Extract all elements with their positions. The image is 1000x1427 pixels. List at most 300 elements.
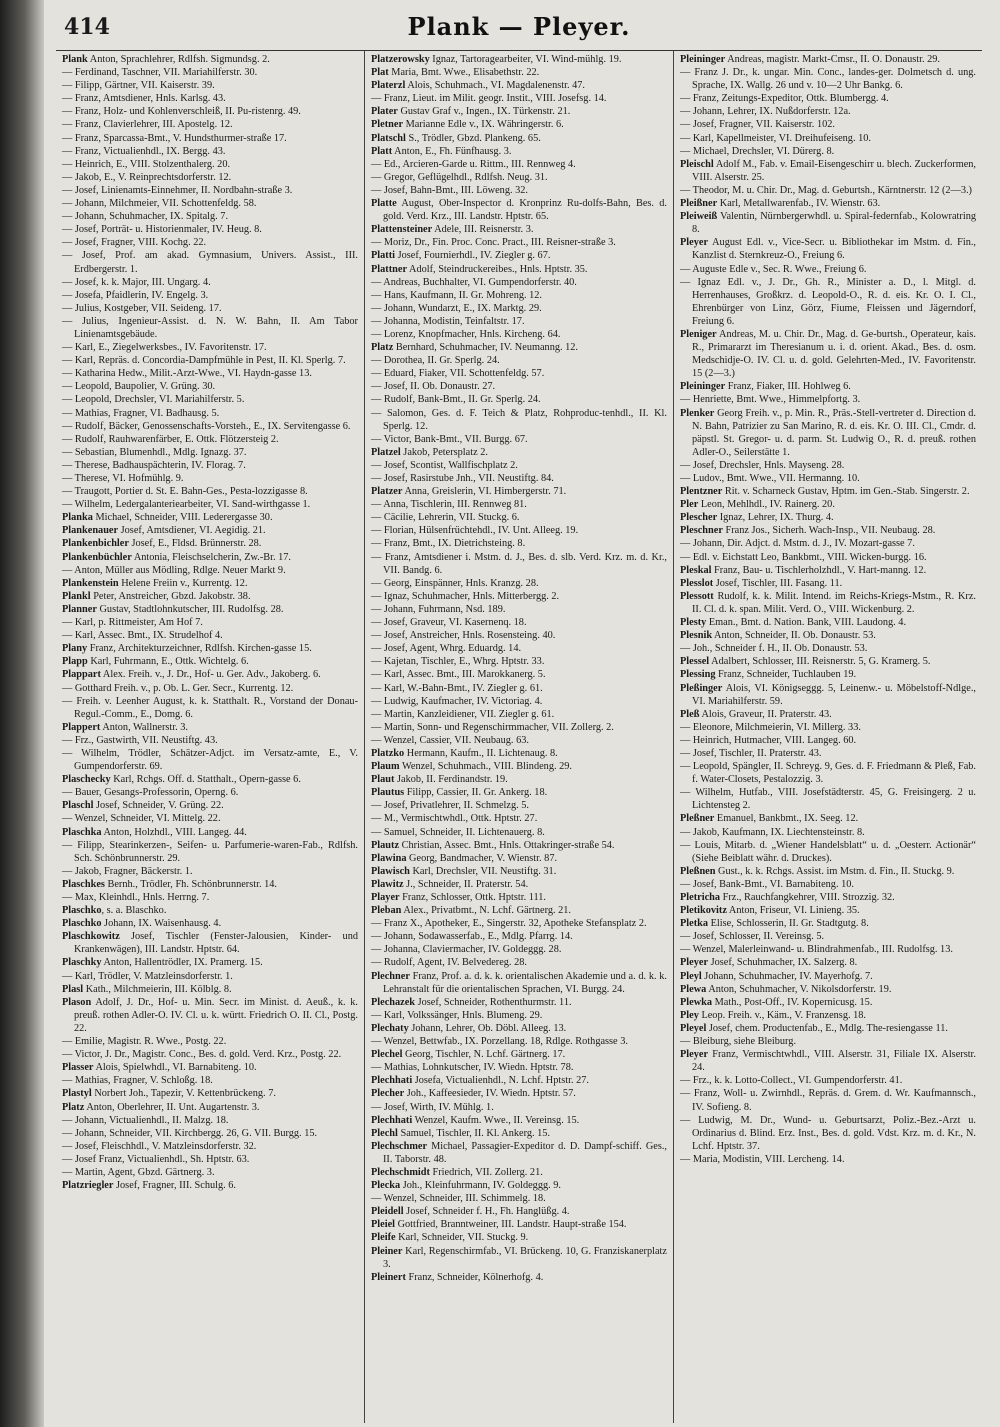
- entry-surname: Plasser: [62, 1062, 94, 1074]
- directory-entry: [680, 682, 976, 708]
- directory-entry: [371, 996, 667, 1009]
- directory-entry: [62, 66, 358, 79]
- entry-details: Valentin, Nürnbergerwhdl. u. Spiral-federnfab., Kolowratring 8.: [692, 211, 976, 236]
- entry-details: — Josef, Scontist, Wallfischplatz 2.: [371, 459, 518, 471]
- entry-details: Wenzel, Kaufm. Wwe., II. Vereinsg. 15.: [412, 1114, 580, 1126]
- entry-surname: Plentzner: [680, 486, 723, 498]
- directory-entry: [680, 1074, 976, 1087]
- entry-surname: Pleßner: [680, 813, 715, 825]
- directory-entry: [680, 878, 976, 891]
- entry-surname: Platti: [371, 250, 396, 262]
- directory-entry: [680, 865, 976, 878]
- entry-details: — Rudolf, Agent, IV. Belvedereg. 28.: [371, 957, 527, 969]
- directory-entry: [371, 328, 667, 341]
- entry-surname: Plawina: [371, 852, 407, 864]
- entry-details: Anton, E., Fh. Fünfhausg. 3.: [392, 145, 512, 157]
- directory-entry: [371, 1087, 667, 1100]
- directory-entry: [62, 393, 358, 406]
- entry-details: — Karl, E., Ziegelwerksbes., IV. Favoritenstr. 17.: [62, 342, 267, 354]
- entry-details: — Josef, Porträt- u. Historienmaler, IV. Heug. 8.: [62, 224, 262, 236]
- entry-details: Franz, Schneider, Kölnerhofg. 4.: [405, 1271, 544, 1283]
- entry-details: Karl, Regenschirmfab., VI. Brückeng. 10, G. Franziskanerplatz 3.: [383, 1245, 667, 1270]
- directory-entry: [371, 655, 667, 668]
- entry-details: — Wilhelm, Trödler, Schätzer-Adjct. im Versatz-amte, E., V. Gumpendorferstr. 69.: [62, 747, 358, 773]
- directory-entry: [371, 1179, 667, 1192]
- entry-surname: Plechhati: [371, 1075, 413, 1087]
- entry-details: Ignaz, Lehrer, IX. Thurg. 4.: [717, 512, 834, 524]
- entry-details: Josef, Fournierhdl., IV. Ziegler g. 67.: [395, 250, 551, 262]
- entry-details: Maria, Bmt. Wwe., Elisabethstr. 22.: [388, 67, 540, 79]
- directory-entry: [371, 315, 667, 328]
- directory-entry: [371, 1218, 667, 1231]
- entry-details: J., Schneider, II. Praterstr. 54.: [403, 878, 529, 890]
- directory-entry: [680, 118, 976, 131]
- directory-entry: [62, 485, 358, 498]
- entry-details: — Franz J. Dr., k. ungar. Min. Conc., landes-ger. Dolmetsch d. ung. Sprache, IX. Wallg. 26 und v. 10—2 Uhr Bankg. 6.: [680, 67, 976, 92]
- entry-details: — Gregor, Geflügelhdl., Rdlfsh. Neug. 31.: [371, 171, 548, 183]
- directory-entry: [371, 1166, 667, 1179]
- directory-entry: [371, 721, 667, 734]
- entry-details: — Bleiburg, siehe Bleiburg.: [680, 1036, 797, 1048]
- entry-details: — Wenzel, Schneider, III. Schimmelg. 18.: [371, 1193, 546, 1205]
- entry-surname: Plat: [371, 67, 389, 79]
- directory-entry: [680, 132, 976, 145]
- entry-details: — Moriz, Dr., Fin. Proc. Conc. Pract., III. Reisner-straße 3.: [371, 237, 616, 249]
- entry-details: Josef, E., Fldsd. Brünnerstr. 28.: [128, 538, 262, 550]
- entry-details: — Josef, II. Ob. Donaustr. 27.: [371, 381, 496, 393]
- entry-details: Franz, Schneider, Tuchlauben 19.: [715, 669, 857, 681]
- directory-entry: [62, 773, 358, 786]
- entry-details: Josefa, Victualienhdl., N. Lchf. Hptstr. 27.: [412, 1075, 589, 1087]
- entry-details: Leon, Mehlhdl., IV. Rainerg. 20.: [698, 499, 835, 511]
- directory-entry: [62, 983, 358, 996]
- directory-entry: [680, 551, 976, 564]
- directory-entry: [62, 1061, 358, 1074]
- entry-details: Josef, Schneider, Rothenthurmstr. 11.: [415, 996, 572, 1008]
- directory-entry: [62, 158, 358, 171]
- entry-surname: Plessing: [680, 669, 716, 681]
- directory-entry: [62, 184, 358, 197]
- entry-details: Adele, III. Reisnerstr. 3.: [432, 224, 534, 236]
- entry-details: Karl, Rchgs. Off. d. Statthalt., Opern-gasse 6.: [110, 774, 301, 786]
- entry-details: — Franz, Lieut. im Milit. geogr. Instit., VIII. Josefsg. 14.: [371, 93, 607, 105]
- directory-entry: [371, 708, 667, 721]
- entry-details: Marianne Edle v., IX. Währingerstr. 6.: [403, 119, 564, 131]
- directory-entry: [680, 708, 976, 721]
- entry-surname: Pleschner: [680, 525, 723, 537]
- directory-entry: [62, 380, 358, 393]
- entry-details: Alex. Freih. v., J. Dr., Hof- u. Ger. Adv., Jakoberg. 6.: [100, 669, 321, 681]
- entry-details: — M., Vermischtwhdl., Ottk. Hptstr. 27.: [371, 813, 538, 825]
- entry-details: Gust., k. k. Rchgs. Assist. im Mstm. d. Fin., II. Stuckg. 9.: [715, 865, 955, 877]
- entry-details: — Josef, Anstreicher, Hnls. Rosensteing. 40.: [371, 630, 556, 642]
- entry-surname: Platt: [371, 145, 393, 157]
- directory-entry: [371, 118, 667, 131]
- entry-details: — Eleonore, Milchmeierin, VI. Millerg. 33.: [680, 721, 861, 733]
- entry-details: Friedrich, VII. Zollerg. 21.: [429, 1166, 543, 1178]
- directory-entry: [62, 865, 358, 878]
- entry-details: — Michael, Drechsler, VI. Dürerg. 8.: [680, 145, 835, 157]
- directory-entry: [371, 367, 667, 380]
- entry-surname: Pleban: [371, 905, 402, 917]
- directory-entry: [62, 223, 358, 236]
- entry-details: — Ignaz, Schuhmacher, Hnls. Mitterbergg. 2.: [371, 590, 560, 602]
- directory-entry: [62, 996, 358, 1035]
- directory-entry: [680, 537, 976, 550]
- directory-entry: [62, 590, 358, 603]
- entry-surname: Plattner: [371, 263, 408, 275]
- directory-entry: [680, 721, 976, 734]
- entry-surname: Plecka: [371, 1180, 401, 1192]
- directory-entry: [371, 1074, 667, 1087]
- entry-details: Josef, Amtsdiener, VI. Aegidig. 21.: [118, 525, 266, 537]
- entry-details: Helene Freiin v., Kurrentg. 12.: [118, 577, 248, 589]
- entry-details: Georg, Tischler, N. Lchf. Gärtnerg. 17.: [402, 1049, 566, 1061]
- directory-entry: [371, 943, 667, 956]
- entry-surname: Pleinert: [371, 1271, 406, 1283]
- entry-details: — Wilhelm, Hutfab., VIII. Josefstädterstr. 45, G. Freisingerg. 2 u. Lichtensteg 2.: [680, 787, 976, 812]
- directory-entry: [62, 79, 358, 92]
- entry-details: — Karl, Trödler, V. Matzleinsdorferstr. 1.: [62, 970, 233, 982]
- directory-entry: [371, 1022, 667, 1035]
- entry-surname: Plescher: [680, 512, 718, 524]
- directory-entry: [62, 459, 358, 472]
- entry-surname: Plaschko: [62, 905, 102, 917]
- entry-details: — Dorothea, II. Gr. Sperlg. 24.: [371, 355, 500, 367]
- entry-details: — Franz, Clavierlehrer, III. Apostelg. 12.: [62, 119, 233, 131]
- directory-entry: [62, 1035, 358, 1048]
- directory-entry: [680, 760, 976, 786]
- directory-entry: [680, 145, 976, 158]
- entry-details: — Salomon, Ges. d. F. Teich & Platz, Rohproduc-tenhdl., II. Kl. Sperlg. 12.: [371, 407, 667, 432]
- entry-surname: Platz: [62, 1101, 85, 1113]
- entry-surname: Plappart: [62, 669, 101, 681]
- directory-entry: [371, 263, 667, 276]
- directory-entry: [62, 721, 358, 734]
- directory-entry: [371, 393, 667, 406]
- directory-entry: [680, 53, 976, 66]
- directory-entry: [680, 1022, 976, 1035]
- entry-details: — Sebastian, Blumenhdl., Mdlg. Ignazg. 37.: [62, 446, 247, 458]
- entry-surname: Plewa: [680, 983, 707, 995]
- directory-entry: [680, 1048, 976, 1074]
- directory-entry: [680, 826, 976, 839]
- entry-details: — Cäcilie, Lehrerin, VII. Stuckg. 6.: [371, 512, 520, 524]
- directory-entry: [371, 616, 667, 629]
- directory-entry: [62, 472, 358, 485]
- directory-entry: [680, 747, 976, 760]
- directory-entry: [371, 773, 667, 786]
- entry-surname: Plattensteiner: [371, 224, 433, 236]
- directory-entry: [62, 354, 358, 367]
- entry-details: Franz, Schlosser, Ottk. Hptstr. 111.: [399, 892, 546, 903]
- entry-details: Alex., Privatbmt., N. Lchf. Gärtnerg. 21.: [401, 905, 572, 917]
- directory-entry: [680, 734, 976, 747]
- entry-details: — Wenzel, Malerleinwand- u. Blindrahmenfab., III. Rudolfsg. 13.: [680, 944, 953, 956]
- entry-surname: Pleiweiß: [680, 211, 718, 223]
- entry-details: — Kajetan, Tischler, E., Whrg. Hptstr. 33.: [371, 656, 545, 668]
- directory-entry: [680, 629, 976, 642]
- directory-entry: [371, 92, 667, 105]
- directory-entry: [371, 511, 667, 524]
- entry-surname: Plautz: [371, 839, 400, 851]
- entry-details: — Johann, Fuhrmann, Nsd. 189.: [371, 603, 506, 615]
- directory-entry: [371, 249, 667, 262]
- directory-entry: [680, 655, 976, 668]
- entry-details: Karl, Metallwarenfab., IV. Wienstr. 63.: [717, 198, 881, 210]
- entry-details: Adolf, Steindruckereibes., Hnls. Hptstr. 35.: [407, 263, 588, 275]
- directory-entry: [371, 734, 667, 747]
- entry-details: — Lorenz, Knopfmacher, Hnls. Kircheng. 64.: [371, 328, 561, 340]
- entry-details: — Josef, Schlosser, II. Vereinsg. 5.: [680, 931, 825, 943]
- entry-surname: Pleiel: [371, 1219, 396, 1231]
- directory-entry: [371, 1035, 667, 1048]
- entry-details: — Johanna, Modistin, Teinfaltstr. 17.: [371, 315, 525, 327]
- entry-surname: Plason: [62, 996, 92, 1008]
- entry-details: — Rudolf, Bank-Bmt., II. Gr. Sperlg. 24.: [371, 394, 541, 406]
- entry-details: Elise, Schlosserin, II. Gr. Stadtgutg. 8.: [708, 918, 869, 930]
- directory-entry: [62, 289, 358, 302]
- entry-details: — Wenzel, Cassier, VII. Neubaug. 63.: [371, 734, 529, 746]
- entry-surname: Plaut: [371, 774, 395, 786]
- directory-entry: [371, 433, 667, 446]
- entry-details: — Franz, Holz- und Kohlenverschleiß, II. Pu-ristenrg. 49.: [62, 106, 301, 118]
- directory-entry: [62, 1153, 358, 1166]
- entry-details: Josef, Schneider f. H., Fh. Hanglüßg. 4.: [403, 1206, 570, 1218]
- entry-details: — Josef, Linienamts-Einnehmer, II. Nordbahn-straße 3.: [62, 184, 293, 196]
- directory-entry: [680, 996, 976, 1009]
- directory-entry: [371, 852, 667, 865]
- entry-details: — Johanna, Claviermacher, IV. Goldeggg. 28.: [371, 944, 562, 956]
- entry-details: Jakob, II. Ferdinandstr. 19.: [394, 774, 508, 786]
- directory-entry: [680, 184, 976, 197]
- directory-entry: [680, 524, 976, 537]
- entry-surname: Pleiner: [371, 1245, 403, 1257]
- directory-entry: [62, 878, 358, 891]
- directory-entry: [62, 1179, 358, 1192]
- entry-details: — Johann, Lehrer, IX. Nußdorferstr. 12a.: [680, 106, 851, 118]
- entry-details: — Josef, Fragner, VII. Kaiserstr. 102.: [680, 119, 835, 131]
- entry-details: — Johann, Dir. Adjct. d. Mstm. d. J., IV. Mozart-gasse 7.: [680, 538, 915, 550]
- directory-entry: [62, 276, 358, 289]
- directory-entry: [62, 891, 358, 904]
- entry-details: — Eduard, Fiaker, VII. Schottenfeldg. 57.: [371, 368, 545, 380]
- directory-entry: [680, 668, 976, 681]
- entry-details: Anton, Schneider, II. Ob. Donaustr. 53.: [712, 630, 876, 642]
- entry-surname: Pler: [680, 499, 699, 511]
- directory-entry: [62, 145, 358, 158]
- entry-details: Joh., Kleinfuhrmann, IV. Goldeggg. 9.: [400, 1180, 561, 1192]
- entry-details: — Rudolf, Bäcker, Genossenschafts-Vorsteh., E., IX. Servitengasse 6.: [62, 420, 351, 432]
- directory-entry: [371, 407, 667, 433]
- entry-details: — Rudolf, Rauhwarenfärber, E. Ottk. Flötzersteig 2.: [62, 433, 279, 445]
- entry-details: — Josef, k. k. Major, III. Ungarg. 4.: [62, 276, 211, 288]
- entry-details: Alois, Graveur, II. Praterstr. 43.: [699, 708, 832, 720]
- directory-entry: [62, 511, 358, 524]
- entry-details: Johann, Schuhmacher, IV. Mayerhofg. 7.: [701, 970, 873, 982]
- entry-details: — Wenzel, Schneider, VI. Mittelg. 22.: [62, 813, 221, 825]
- entry-details: — Mathias, Fragner, VI. Badhausg. 5.: [62, 407, 220, 419]
- directory-entry: [680, 511, 976, 524]
- directory-entry: [371, 577, 667, 590]
- entry-surname: Plaum: [371, 761, 400, 773]
- entry-details: — Therese, VI. Hofmühlg. 9.: [62, 473, 184, 484]
- directory-entry: [371, 747, 667, 760]
- entry-details: — Franz, Victualienhdl., IX. Bergg. 43.: [62, 145, 226, 157]
- entry-surname: Pleßinger: [680, 682, 723, 694]
- entry-details: — Martin, Kanzleidiener, VII. Ziegler g. 61.: [371, 708, 555, 720]
- entry-details: — Karl, Volkssänger, Hnls. Blumeng. 29.: [371, 1009, 543, 1021]
- entry-details: — Karl, Assec. Bmt., III. Marokkanerg. 5.: [371, 669, 546, 681]
- entry-surname: Platerzl: [371, 80, 406, 92]
- directory-entry: [62, 92, 358, 105]
- directory-entry: [371, 341, 667, 354]
- directory-entry: [62, 197, 358, 210]
- directory-entry: [680, 917, 976, 930]
- entry-details: — Florian, Hülsenfrüchtehdl., IV. Unt. Alleeg. 19.: [371, 525, 579, 537]
- directory-entry: [371, 551, 667, 577]
- directory-entry: [680, 1153, 976, 1166]
- entry-details: — Ferdinand, Taschner, VII. Mariahilferstr. 30.: [62, 67, 258, 79]
- directory-entry: [680, 891, 976, 904]
- entry-surname: Pleskal: [680, 564, 712, 576]
- directory-entry: [371, 236, 667, 249]
- directory-entry: [62, 420, 358, 433]
- entry-details: — Jakob, Fragner, Bäckerstr. 1.: [62, 865, 193, 877]
- directory-entry: [371, 524, 667, 537]
- directory-entry: [371, 132, 667, 145]
- entry-surname: Plechschmer: [371, 1140, 428, 1152]
- directory-entry: [680, 1035, 976, 1048]
- directory-entry: [371, 1114, 667, 1127]
- directory-entry: [680, 210, 976, 236]
- directory-entry: [680, 236, 976, 262]
- entry-details: Joh., Kaffeesieder, IV. Wiedn. Hptstr. 57.: [404, 1088, 576, 1100]
- directory-entry: [371, 695, 667, 708]
- entry-details: — Filipp, Gärtner, VII. Kaiserstr. 39.: [62, 80, 215, 92]
- entry-details: Michael, Schneider, VIII. Lederergasse 30.: [92, 512, 273, 524]
- directory-entry: [680, 1087, 976, 1113]
- entry-surname: Plankl: [62, 590, 91, 602]
- entry-details: — Josef, Prof. am akad. Gymnasium, Univers. Assist., III. Erdbergerstr. 1.: [62, 250, 358, 275]
- directory-entry: [62, 249, 358, 275]
- entry-details: Johann, IX. Waisenhausg. 4.: [101, 918, 222, 930]
- directory-entry: [62, 315, 358, 341]
- entry-details: — Josef, Rasirstube Jnh., VII. Neustiftg. 84.: [371, 473, 554, 484]
- entry-surname: Plaschecky: [62, 774, 111, 786]
- entry-details: Georg, Bandmacher, V. Wienstr. 87.: [406, 852, 558, 864]
- entry-details: — Julius, Kostgeber, VII. Seideng. 17.: [62, 302, 222, 314]
- entry-details: Christian, Assec. Bmt., Hnls. Ottakringer-straße 54.: [399, 839, 615, 851]
- entry-surname: Pleife: [371, 1232, 396, 1244]
- entry-surname: Pley: [680, 1009, 699, 1021]
- entry-details: — Josef, Privatlehrer, II. Schmelzg. 5.: [371, 800, 530, 812]
- directory-entry: [62, 904, 358, 917]
- directory-entry: [680, 105, 976, 118]
- entry-details: Anton, Oberlehrer, II. Unt. Augartenstr. 3.: [84, 1101, 260, 1113]
- directory-entry: [62, 302, 358, 315]
- entry-surname: Pletricha: [680, 892, 721, 903]
- entry-surname: Plappert: [62, 721, 101, 733]
- entry-details: — Heinrich, Hutmacher, VIII. Langeg. 60.: [680, 734, 857, 746]
- directory-entry: [62, 747, 358, 773]
- entry-surname: Plechschmidt: [371, 1166, 430, 1178]
- entry-details: — Louis, Mitarb. d. „Wiener Handelsblatt“ u. d. „Oesterr. Actionär“ (Siehe Beiblatt währ. d. Druckes).: [680, 839, 976, 864]
- directory-entry: [62, 171, 358, 184]
- entry-details: Georg Freih. v., p. Min. R., Präs.-Stell-vertreter d. Direction d. N. Bahn, Patrizier zu San Marino, R. d. eis. Kr. O. III. Cl., Cmdr. d. päpstl. St. Gregor- u. d. parm. St. Ludwig O., R. d. preuß. rothen Adler-O., Seilerstätte 1.: [692, 407, 976, 458]
- directory-entry: [371, 786, 667, 799]
- directory-entry: [371, 171, 667, 184]
- entry-details: August, Ober-Inspector d. Kronprinz Ru-dolfs-Bahn, Bes. d. gold. Verd. Krz., III. Landstr. Hptstr. 65.: [383, 198, 667, 223]
- entry-details: — Jakob, E., V. Reinprechtsdorferstr. 12.: [62, 171, 232, 183]
- directory-entry: [371, 145, 667, 158]
- entry-surname: Pleininger: [680, 54, 726, 65]
- entry-details: — Franz X., Apotheker, E., Singerstr. 32, Apotheke Stefansplatz 2.: [371, 918, 647, 930]
- entry-details: — Josef, Tischler, II. Praterstr. 43.: [680, 747, 822, 759]
- directory-entry: [62, 799, 358, 812]
- directory-entry: [62, 1127, 358, 1140]
- directory-entry: [371, 826, 667, 839]
- entry-surname: Pleischl: [680, 158, 714, 170]
- entry-details: — Mathias, Fragner, V. Schloßg. 18.: [62, 1075, 213, 1087]
- directory-entry: [371, 446, 667, 459]
- entry-details: Adalbert, Schlosser, III. Reisnerstr. 5, G. Kramerg. 5.: [709, 656, 931, 668]
- entry-details: Gottfried, Branntweiner, III. Landstr. Haupt-straße 154.: [395, 1219, 627, 1231]
- entry-details: — Josef Franz, Victualienhdl., Sh. Hptstr. 63.: [62, 1153, 250, 1165]
- entry-details: — Johann, Wundarzt, E., IX. Marktg. 29.: [371, 302, 542, 314]
- directory-entry: [62, 668, 358, 681]
- directory-entry: [371, 590, 667, 603]
- entry-details: Leop. Freih. v., Käm., V. Franzensg. 18.: [698, 1009, 866, 1021]
- directory-entry: [371, 629, 667, 642]
- directory-entry: [371, 799, 667, 812]
- entry-details: Alois, Spielwhdl., VI. Barnabiteng. 10.: [93, 1062, 257, 1074]
- directory-entry: [680, 1114, 976, 1153]
- directory-entry: [371, 289, 667, 302]
- directory-entry: [680, 158, 976, 184]
- entry-details: — Ignaz Edl. v., J. Dr., Gh. R., Minister a. D., l. Mitgl. d. Herrenhauses, Großkrz. d. Leopold-O., R. d. eis. Kr. O. I. Cl., Ehrenbürger von Linz, Görz, Fiume, Fleissen und Jägerndorf, Freiung 6.: [680, 276, 976, 327]
- column-2: [364, 51, 673, 1423]
- directory-entry: [680, 577, 976, 590]
- entry-details: — Wenzel, Bettwfab., IX. Porzellang. 18, Rdlge. Rothgasse 3.: [371, 1036, 628, 1048]
- directory-entry: [371, 1127, 667, 1140]
- directory-entry: [62, 551, 358, 564]
- directory-entry: [371, 184, 667, 197]
- entry-details: Anton, Schuhmacher, V. Nikolsdorferstr. 19.: [706, 983, 892, 995]
- entry-details: Franz, Fiaker, III. Hohlweg 6.: [725, 381, 851, 393]
- column-1: [56, 51, 364, 1423]
- entry-details: — Anna, Tischlerin, III. Rennweg 81.: [371, 499, 527, 511]
- entry-details: — Anton, Müller aus Mödling, Rdlge. Neuer Markt 9.: [62, 564, 286, 576]
- directory-entry: [680, 930, 976, 943]
- entry-surname: Platte: [371, 198, 397, 210]
- directory-entry: [62, 407, 358, 420]
- entry-surname: Plesnik: [680, 630, 713, 642]
- entry-details: S., Trödler, Gbzd. Plankeng. 65.: [405, 132, 541, 144]
- entry-surname: Plankenauer: [62, 525, 119, 537]
- entry-details: Wenzel, Schuhmach., VIII. Blindeng. 29.: [399, 761, 572, 773]
- directory-entry: [371, 878, 667, 891]
- entry-details: Karl, Fuhrmann, E., Ottk. Wichtelg. 6.: [87, 656, 249, 668]
- directory-entry: [371, 1009, 667, 1022]
- entry-surname: Plautus: [371, 787, 405, 799]
- entry-details: Rudolf, k. k. Milit. Intend. im Reichs-Kriegs-Mstm., R. Krz. II. Cl. d. k. span. Milit. Verd. O., VIII. Wickenburg. 2.: [692, 590, 976, 615]
- entry-surname: Pleniger: [680, 328, 717, 340]
- entry-details: — Frz., Gastwirth, VII. Neustiftg. 43.: [62, 734, 218, 746]
- directory-entry: [680, 970, 976, 983]
- entry-surname: Plawitz: [371, 878, 404, 890]
- entry-surname: Pleyl: [680, 970, 702, 982]
